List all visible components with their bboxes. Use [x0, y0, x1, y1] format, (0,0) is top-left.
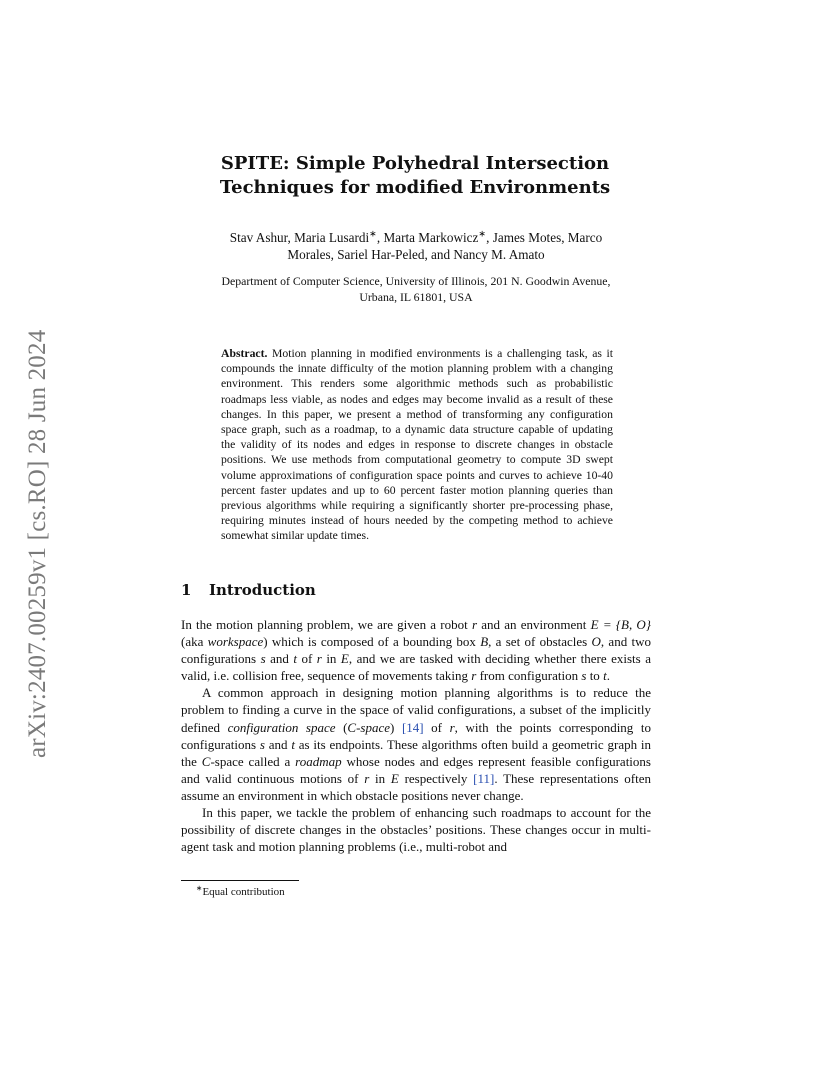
math-var: s: [581, 668, 587, 684]
math-var: s: [259, 736, 265, 752]
math-var: r: [471, 617, 478, 632]
text-run: ) which is composed of a bounding box: [263, 634, 481, 650]
emphasis: configuration space: [227, 719, 336, 735]
title-line-2: Techniques for modified Environments: [219, 177, 611, 198]
abstract: [221, 346, 613, 544]
math-var: t: [603, 668, 607, 684]
paragraph-3: In this paper, we tackle the problem of enhancing such roadmaps to account for the possibility of discrete changes in the obstacles’ positions. These changes occur in multi-agent task and motion planning problems (i.e., multi-robot and: [181, 805, 651, 855]
text-run: ): [390, 719, 402, 735]
math-var: C: [347, 719, 357, 735]
math-var: r: [449, 719, 455, 735]
citation-link[interactable]: [11]: [473, 770, 495, 786]
paper-title: [150, 152, 680, 200]
author-list: [190, 229, 642, 263]
text-run: (aka: [181, 634, 208, 650]
math-var: t: [291, 736, 295, 752]
paragraph-2: [181, 684, 651, 804]
text-run: as its endpoints. These algorithms often build a geometric graph in the: [181, 736, 651, 769]
equal-contribution-mark: ∗: [478, 228, 487, 239]
math-var: r: [364, 770, 370, 786]
abstract-label: Abstract.: [221, 347, 268, 360]
math-expr: E = {B, O}: [590, 617, 652, 632]
math-var: t: [293, 651, 297, 667]
text-run: in: [321, 651, 341, 667]
math-var: r: [316, 651, 322, 667]
title-line-1: SPITE: Simple Polyhedral Intersection: [220, 153, 610, 174]
author-line-1: [190, 229, 642, 246]
footnote-divider: [181, 880, 299, 881]
emphasis: -space: [356, 719, 391, 735]
math-var: r: [471, 668, 477, 684]
text-run: .: [606, 668, 610, 684]
text-run: and an environment: [477, 617, 591, 632]
text-run: , a set of obstacles: [488, 634, 592, 650]
math-var: E: [390, 770, 399, 786]
text-run: and: [265, 651, 294, 667]
arxiv-identifier-stamp: arXiv:2407.00259v1 [cs.RO] 28 Jun 2024: [24, 329, 51, 758]
equal-contribution-mark: ∗: [369, 228, 377, 239]
text-run: , and we are tasked with deciding whether there exists a valid, i.e. collision free, sequence of movements taking: [181, 651, 651, 684]
emphasis: workspace: [207, 634, 264, 650]
math-var: O: [591, 634, 601, 650]
math-var: B: [480, 634, 489, 650]
math-var: C: [201, 753, 211, 769]
footnote-mark: ∗: [196, 883, 203, 893]
affiliation-line-2: Urbana, IL 61801, USA: [359, 289, 473, 304]
body-text: [181, 616, 651, 855]
text-run: in: [369, 770, 391, 786]
text-run: , with the points corresponding to configurations: [181, 719, 651, 752]
text-run: respectively: [398, 770, 474, 786]
paragraph-1: [181, 616, 651, 684]
math-var: E: [340, 651, 349, 667]
text-run: whose nodes and edges represent feasible configurations and valid continuous motions of: [181, 753, 651, 786]
emphasis: roadmap: [295, 753, 342, 769]
authors-part-b: , Marta Markowicz: [376, 230, 479, 245]
affiliation-line-1: Department of Computer Science, University of Illinois, 201 N. Goodwin Avenue,: [221, 274, 611, 288]
text-run: In the motion planning problem, we are given a robot: [181, 617, 472, 632]
text-run: from configuration: [476, 668, 582, 684]
author-line-2: Morales, Sariel Har-Peled, and Nancy M. Amato: [287, 247, 545, 262]
abstract-text: Motion planning in modified environments is a challenging task, as it compounds the innate difficulty of the motion planning problem with a changing environment. This renders some algorithmic methods such as probabilistic roadmaps less viable, as nodes and edges may become invalid as a result of these changes. In this paper, we present a method of transforming any configuration space graph, such as a roadmap, to a dynamic data structure capable of updating the validity of its nodes and edges in response to discrete changes in obstacle positions. We use methods from computational geometry to compute 3D swept volume approximations of configuration space points and curves to achieve 10-40 percent faster updates and up to 60 percent faster motion planning queries than previous algorithms while requiring a significantly shorter pre-processing phase, requiring minutes instead of hours needed by the competing method to achieve somewhat similar update times.: [221, 347, 614, 543]
text-run: of: [423, 719, 450, 735]
citation-link[interactable]: [14]: [401, 719, 424, 735]
text-run: A common approach in designing motion planning algorithms is to reduce the problem to finding a curve in the space of valid configurations, a subset of the implicitly defined: [181, 685, 651, 735]
authors-part-a: Stav Ashur, Maria Lusardi: [229, 230, 370, 245]
math-var: s: [260, 651, 266, 667]
affiliation: [180, 274, 652, 305]
authors-part-c: , James Motes, Marco: [486, 230, 603, 245]
text-run: . These representations often assume an environment in which obstacle positions never change.: [181, 770, 651, 803]
text-run: (: [335, 719, 348, 735]
text-run: of: [297, 651, 317, 667]
section-number: 1: [181, 581, 192, 599]
text-run: -space called a: [210, 753, 296, 769]
section-heading: [181, 579, 581, 601]
text-run: to: [586, 668, 604, 684]
footnote: [196, 885, 596, 899]
text-run: and: [264, 736, 292, 752]
section-title: Introduction: [209, 581, 316, 599]
footnote-text: Equal contribution: [202, 886, 285, 898]
text-run: , and two configurations: [181, 634, 651, 667]
